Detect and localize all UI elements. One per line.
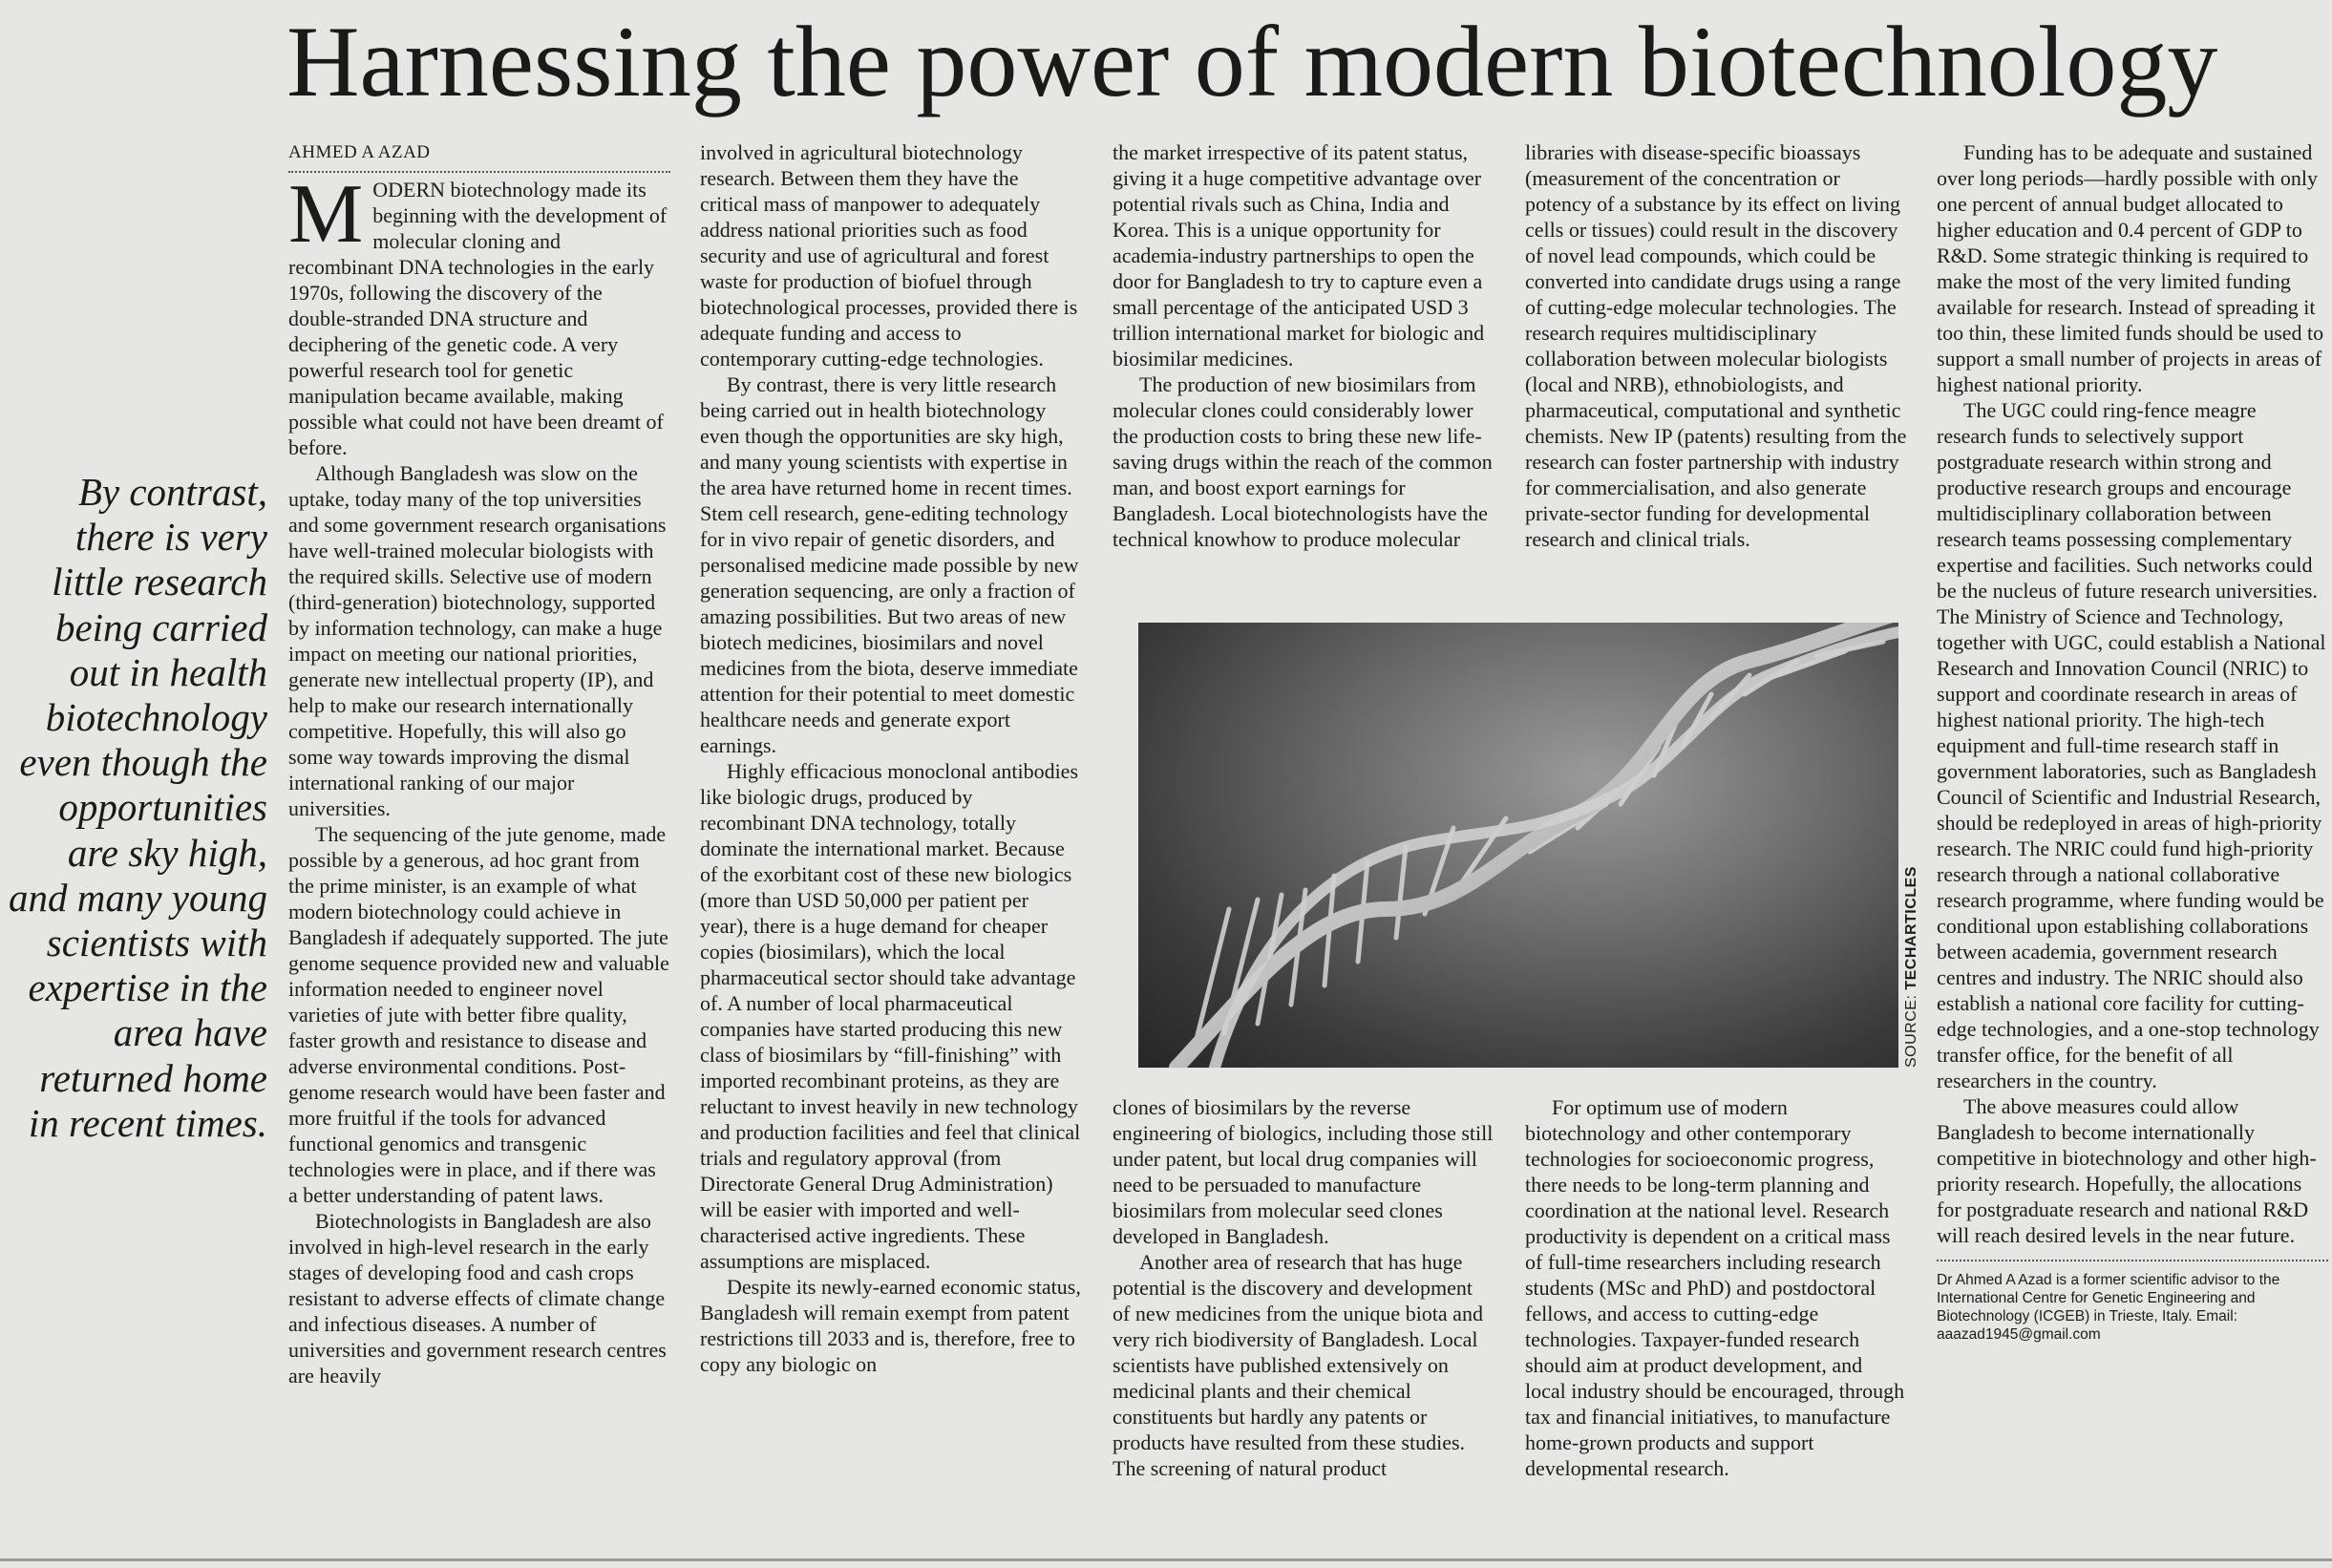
photo-credit: SOURCE: TECHARTICLES [1903,866,1919,1068]
bottom-divider [0,1558,2332,1561]
article-paragraph: For optimum use of modern biotechnology and other contemporary technologies for socioeconomic progress, there needs to be long-term planning and coordination at the national level. Research productivity is dependent on a critical mass of full-time researchers including research students (MSc and PhD) and postdoctoral fellows, and access to cutting-edge technologies. Taxpayer-funded research should aim at product development, and local industry should be encouraged, through tax and financial initiatives, to manufacture home-grown products and support developmental research. [1525,1095,1905,1480]
dna-helix-icon [1138,623,1898,1068]
author-note: Dr Ahmed A Azad is a former scientific advisor to the International Centre for Genetic Engineering and Biotechnology (ICGEB) in Trieste, Italy. Email: aaazad1945@gmail.com [1937,1260,2328,1344]
article-paragraph: Biotechnologists in Bangladesh are also involved in high-level research in the early stages of developing food and cash crops resistant to adverse effects of climate change and infectious diseases. A number of universities and government research centres are heavily [288,1209,667,1388]
article-column-3-bottom [1113,1094,1495,1543]
article-column-3-top [1113,139,1495,607]
headline: Harnessing the power of modern biotechnology [286,6,2218,117]
article-paragraph: By contrast, there is very little research being carried out in health biotechnology even though the opportunities are sky high, and many young scientists with expertise in the area have returned home in recent times. Stem cell research, gene-editing technology for in vivo repair of genetic disorders, and personalised medicine made possible by new generation sequencing, are only a fraction of amazing possibilities. But two areas of new biotech medicines, biosimilars and novel medicines from the biota, deserve immediate attention for their potential to meet domestic healthcare needs and generate export earnings. [700,372,1079,757]
article-paragraph: The UGC could ring-fence meagre research funds to selectively support postgraduate research within strong and productive research groups and encourage multidisciplinary collaboration between research teams possessing complementary expertise and facilities. Such networks could be the nucleus of future research universities. The Ministry of Science and Technology, together with UGC, could establish a National Research and Innovation Council (NRIC) to support and coordinate research in areas of highest national priority. The high-tech equipment and full-time research staff in government laboratories, such as Bangladesh Council of Scientific and Industrial Research, should be redeployed in areas of high-priority research. The NRIC could fund high-priority research through a national collaborative research programme, where funding would be conditional upon establishing collaborations between academia, government research centres and industry. The NRIC should also establish a national core facility for cutting-edge technologies, and a one-stop technology transfer office, for the benefit of all researchers in the country. [1937,398,2326,1092]
dna-helix-photo [1138,623,1898,1068]
article-paragraph: Highly efficacious monoclonal antibodies like biologic drugs, produced by recombinant DNA technology, totally dominate the international market. Because of the exorbitant cost of these new biologics (more than USD 50,000 per patient per year), there is a huge demand for cheaper copies (biosimilars), which the local pharmaceutical sector should take advantage of. A number of local pharmaceutical companies have started producing this new class of biosimilars by “fill-finishing” with imported recombinant proteins, as they are reluctant to invest heavily in new technology and production facilities and feel that clinical trials and regulatory approval (from Directorate General Drug Administration) will be easier with imported and well-characterised active ingredients. These assumptions are misplaced. [700,759,1081,1273]
article-paragraph: Although Bangladesh was slow on the uptake, today many of the top universities and some government research organisations have well-trained molecular biologists with the required skills. Selective use of modern (third-generation) biotechnology, supported by information technology, can make a huge impact on meeting our national priorities, generate new intellectual property (IP), and help to make our research internationally competitive. Hopefully, this will also go some way towards improving the dismal international ranking of our major universities. [288,461,667,820]
article-paragraph: involved in agricultural biotechnology research. Between them they have the critical mass of manpower to adequately address national priorities such as food security and use of agricultural and forest waste for production of biofuel through biotechnological processes, provided there is adequate funding and access to contemporary cutting-edge technologies. [700,140,1078,371]
drop-cap: M [288,168,364,261]
article-column-4-bottom [1525,1094,1907,1543]
article-paragraph: Despite its newly-earned economic status, Bangladesh will remain exempt from patent restrictions till 2033 and is, therefore, free to copy any biologic on [700,1275,1081,1376]
pull-quote: By contrast, there is very little research being carried out in health biotechnology even though the opportunities are sky high, and many young scientists with expertise in the area have returned home in recent times. [8,470,267,1145]
article-column-2 [700,139,1082,1543]
article-paragraph: MODERN biotechnology made its beginning with the development of molecular cloning and recombinant DNA technologies in the early 1970s, following the discovery of the double-stranded DNA structure and deciphering of the genetic code. A very powerful research tool for genetic manipulation became available, making possible what could not have been dreamt of before. [288,168,668,459]
article-paragraph: The above measures could allow Bangladesh to become internationally competitive in biotechnology and other high-priority research. Hopefully, the allocations for postgraduate research and national R&D will reach desired levels in the near future. [1937,1094,2317,1247]
byline: AHMED A AZAD [288,139,670,173]
article-column-5 [1937,139,2328,1543]
article-paragraph: clones of biosimilars by the reverse engineering of biologics, including those still under patent, but local drug companies will need to be persuaded to manufacture biosimilars from molecular seed clones developed in Bangladesh. [1113,1095,1494,1248]
article-paragraph: The sequencing of the jute genome, made possible by a generous, ad hoc grant from the prime minister, is an example of what modern biotechnology could achieve in Bangladesh if adequately supported. The jute genome sequence provided new and valuable information needed to engineer novel varieties of jute with better fibre quality, faster growth and resistance to disease and adverse environmental conditions. Post-genome research would have been faster and more fruitful if the tools for advanced functional genomics and transgenic technologies were in place, and if there was a better understanding of patent laws. [288,822,669,1207]
article-paragraph: Another area of research that has huge potential is the discovery and development of new medicines from the unique biota and very rich biodiversity of Bangladesh. Local scientists have published extensively on medicinal plants and their chemical constituents but hardly any patents or products have resulted from these studies. The screening of natural product [1113,1250,1483,1480]
article-paragraph: the market irrespective of its patent status, giving it a huge competitive advantage over potential rivals such as China, India and Korea. This is a unique opportunity for academia-industry partnerships to open the door for Bangladesh to try to capture even a small percentage of the anticipated USD 3 trillion international market for biologic and biosimilar medicines. [1113,140,1485,371]
article-column-4-top [1525,139,1907,607]
article-paragraph: libraries with disease-specific bioassays (measurement of the concentration or potency of a substance by its effect on living cells or tissues) could result in the discovery of novel lead compounds, which could be converted into candidate drugs using a range of cutting-edge molecular technologies. The research requires multidisciplinary collaboration between molecular biologists (local and NRB), ethnobiologists, and pharmaceutical, computational and synthetic chemists. New IP (patents) resulting from the research can foster partnership with industry for commercialisation, and also generate private-sector funding for developmental research and clinical trials. [1525,140,1907,551]
article-paragraph: The production of new biosimilars from molecular clones could considerably lower the production costs to bring these new life-saving drugs within the reach of the common man, and boost export earnings for Bangladesh. Local biotechnologists have the technical knowhow to produce molecular [1113,372,1493,551]
article-column-1 [288,139,670,1543]
article-paragraph: Funding has to be adequate and sustained over long periods—hardly possible with only one percent of annual budget allocated to higher education and 0.4 percent of GDP to R&D. Some strategic thinking is required to make the most of the very limited funding available for research. Instead of spreading it too thin, these limited funds should be used to support a small number of projects in areas of highest national priority. [1937,140,2324,396]
